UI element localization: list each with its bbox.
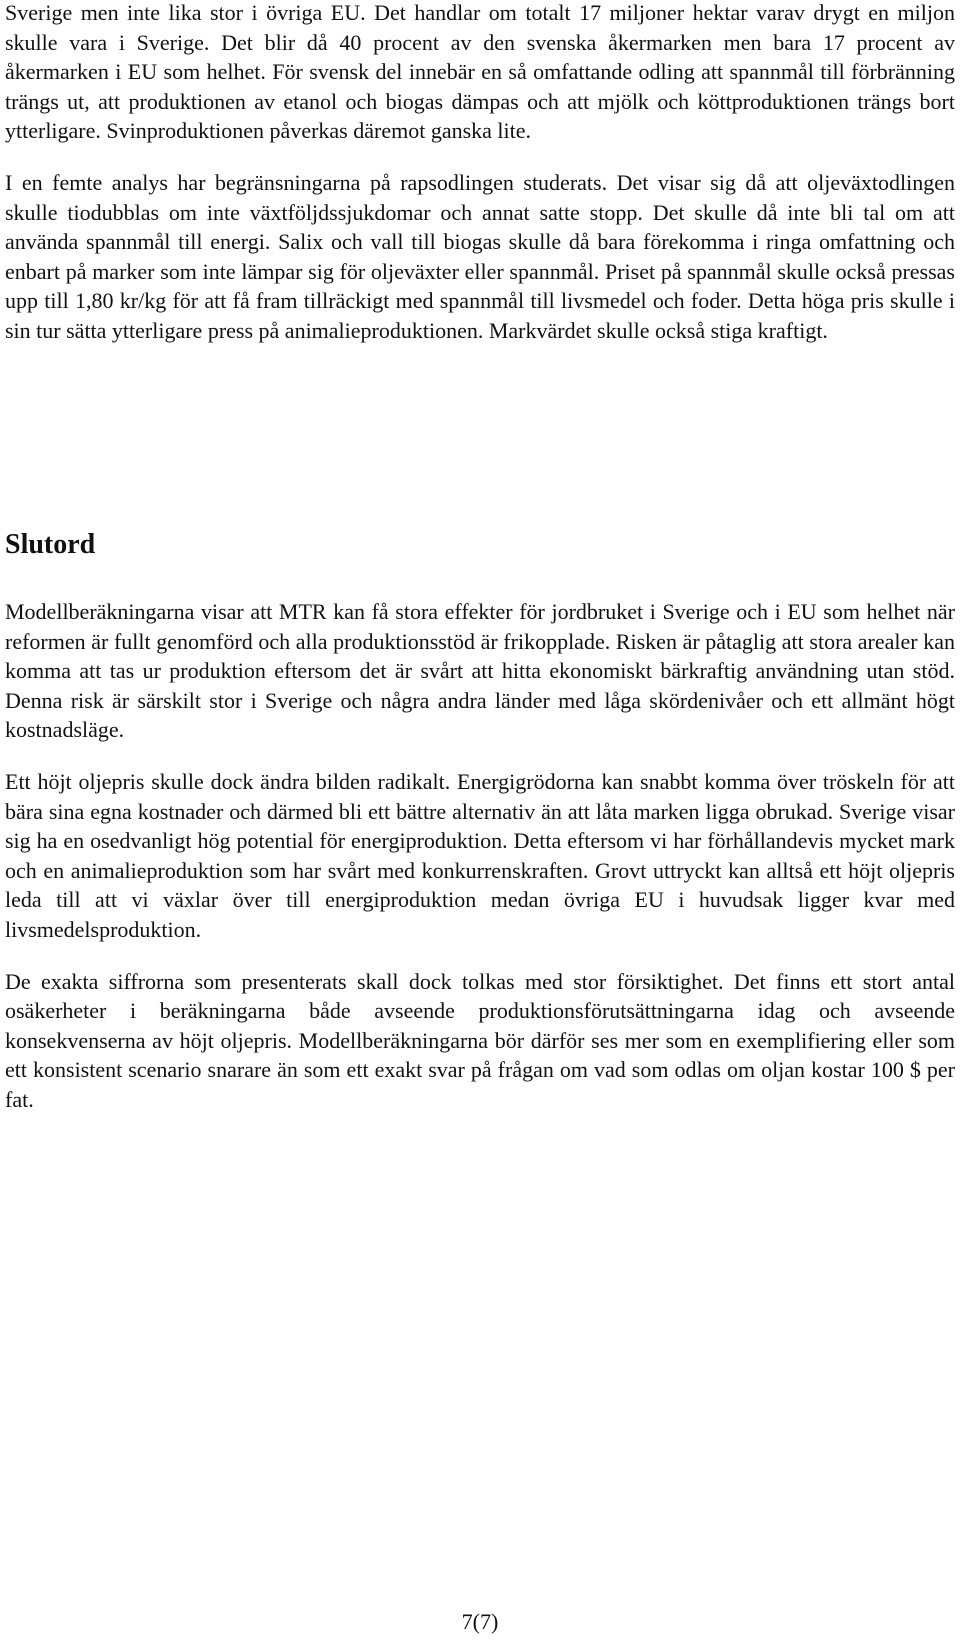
body-text-conclusion [5, 597, 955, 1115]
page-number: 7(7) [461, 1609, 499, 1634]
paragraph: Ett höjt oljepris skulle dock ändra bilden radikalt. Energigrödorna kan snabbt komma över tröskeln för att bära sina egna kostnader och därmed bli ett bättre alternativ än att låta marken ligga obrukad. Sverige visar sig ha en osedvanligt hög potential för energiproduktion. Detta eftersom vi har förhållandevis mycket mark och en animalieproduktion som har svårt med konkurrenskraften. Grovt uttryckt kan alltså ett höjt oljepris leda till att vi växlar över till energiproduktion medan övriga EU i huvudsak ligger kvar med livsmedelsproduktion. [5, 768, 955, 942]
paragraph: I en femte analys har begränsningarna på rapsodlingen studerats. Det visar sig då att oljeväxtodlingen skulle tiodubblas om inte växtföljdssjukdomar och annat satte stopp. Det skulle då inte bli tal om att använda spannmål till energi. Salix och vall till biogas skulle då bara förekomma i ringa omfattning och enbart på marker som inte lämpar sig för oljeväxter eller spannmål. Priset på spannmål skulle också pressas upp till 1,80 kr/kg för att få fram tillräckigt med spannmål till livsmedel och foder. Detta höga pris skulle i sin tur sätta ytterligare press på animalieproduktionen. Markvärdet skulle också stiga kraftigt. [5, 169, 955, 343]
paragraph-gap [5, 945, 955, 967]
paragraph-gap [5, 745, 955, 767]
body-text-top [5, 0, 955, 346]
section-heading: Slutord [5, 529, 96, 560]
paragraph: De exakta siffrorna som presenterats skall dock tolkas med stor försiktighet. Det finns ett stort antal osäkerheter i beräkningarna både avseende produktionsförutsättningarna idag och avseende konsekvenserna av höjt oljepris. Modellberäkningarna bör därför ses mer som en exemplifiering eller som ett konsistent scenario snarare än som ett exakt svar på frågan om vad som odlas om oljan kostar 100 $ per fat. [5, 968, 955, 1112]
paragraph: Modellberäkningarna visar att MTR kan få stora effekter för jordbruket i Sverige och i EU som helhet när reformen är fullt genomförd och alla produktionsstöd är frikopplade. Risken är påtaglig att stora arealer kan komma att tas ur produktion eftersom det är svårt att hitta ekonomiskt bärkraftig användning utan stöd. Denna risk är särskilt stor i Sverige och några andra länder med låga skördenivåer och ett allmänt högt kostnadsläge. [5, 599, 955, 743]
paragraph: Sverige men inte lika stor i övriga EU. Det handlar om totalt 17 miljoner hektar varav drygt en miljon skulle vara i Sverige. Det blir då 40 procent av den svenska åkermarken men bara 17 procent av åkermarken i EU som helhet. För svensk del innebär en så omfattande odling att spannmål till förbränning trängs ut, att produktionen av etanol och biogas dämpas och att mjölk och köttproduktionen trängs bort ytterligare. Svinproduktionen påverkas däremot ganska lite. [5, 0, 955, 144]
paragraph-gap [5, 146, 955, 168]
